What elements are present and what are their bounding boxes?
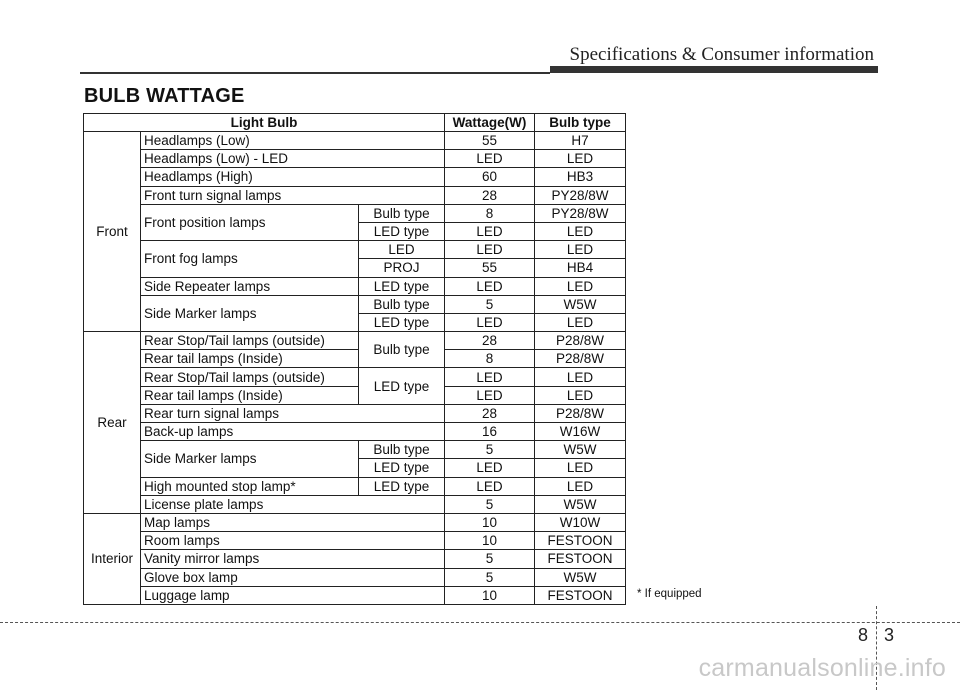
cell-wattage: 5 <box>445 568 535 586</box>
cell-lamp: Rear Stop/Tail lamps (outside) <box>141 332 359 350</box>
cell-wattage: LED <box>445 368 535 386</box>
footnote: * If equipped <box>637 588 702 600</box>
cell-wattage: 10 <box>445 513 535 531</box>
table-row <box>84 477 626 495</box>
cell-lamp: Rear Stop/Tail lamps (outside) <box>141 368 359 386</box>
cell-bulb-type: LED <box>535 222 626 240</box>
cell-bulb-type: PY28/8W <box>535 186 626 204</box>
cell-wattage: 28 <box>445 332 535 350</box>
header-rule-thin <box>80 72 550 74</box>
header-title: Specifications & Consumer information <box>569 44 874 65</box>
table-row <box>84 150 626 168</box>
table-row <box>84 513 626 531</box>
cell-lamp: Glove box lamp <box>141 568 445 586</box>
table-row <box>84 132 626 150</box>
group-interior: Interior <box>84 513 141 604</box>
cell-variant: Bulb type <box>359 295 445 313</box>
table-row <box>84 423 626 441</box>
cell-bulb-type: W5W <box>535 295 626 313</box>
table-row <box>84 332 626 350</box>
footer-dashed-line <box>0 622 960 623</box>
cell-lamp: License plate lamps <box>141 495 445 513</box>
cell-bulb-type: P28/8W <box>535 350 626 368</box>
cell-bulb-type: W5W <box>535 495 626 513</box>
cell-variant: LED <box>359 241 445 259</box>
table-row <box>84 404 626 422</box>
header-rule-thick <box>550 66 878 73</box>
cell-wattage: LED <box>445 222 535 240</box>
cell-bulb-type: LED <box>535 459 626 477</box>
cell-wattage: LED <box>445 386 535 404</box>
table-row <box>84 295 626 313</box>
cell-bulb-type: FESTOON <box>535 532 626 550</box>
cell-bulb-type: LED <box>535 368 626 386</box>
cell-wattage: 55 <box>445 132 535 150</box>
cell-lamp: Headlamps (Low) <box>141 132 445 150</box>
cell-wattage: 28 <box>445 186 535 204</box>
cell-wattage: 28 <box>445 404 535 422</box>
cell-bulb-type: H7 <box>535 132 626 150</box>
cell-wattage: LED <box>445 241 535 259</box>
cell-lamp: Front fog lamps <box>141 241 359 277</box>
cell-bulb-type: LED <box>535 150 626 168</box>
cell-wattage: 5 <box>445 495 535 513</box>
cell-wattage: 8 <box>445 350 535 368</box>
cell-bulb-type: W5W <box>535 441 626 459</box>
cell-bulb-type: W5W <box>535 568 626 586</box>
cell-bulb-type: FESTOON <box>535 550 626 568</box>
table-row <box>84 568 626 586</box>
page-number: 3 <box>884 625 895 645</box>
cell-variant: LED type <box>359 477 445 495</box>
cell-wattage: LED <box>445 277 535 295</box>
cell-lamp: Side Repeater lamps <box>141 277 359 295</box>
cell-wattage: 10 <box>445 586 535 604</box>
cell-lamp: Headlamps (High) <box>141 168 445 186</box>
chapter-number: 8 <box>858 625 869 645</box>
table-row <box>84 350 626 368</box>
cell-bulb-type: LED <box>535 241 626 259</box>
cell-bulb-type: FESTOON <box>535 586 626 604</box>
cell-variant: LED type <box>359 277 445 295</box>
table-row <box>84 241 626 259</box>
cell-wattage: 10 <box>445 532 535 550</box>
cell-lamp: Rear tail lamps (Inside) <box>141 350 359 368</box>
table-row <box>84 368 626 386</box>
bulb-wattage-table <box>83 113 626 605</box>
header-light-bulb: Light Bulb <box>84 114 445 132</box>
cell-bulb-type: W16W <box>535 423 626 441</box>
cell-variant: LED type <box>359 368 445 404</box>
cell-lamp: High mounted stop lamp* <box>141 477 359 495</box>
cell-wattage: 55 <box>445 259 535 277</box>
table-row <box>84 277 626 295</box>
cell-variant: LED type <box>359 459 445 477</box>
header-wattage: Wattage(W) <box>445 114 535 132</box>
group-front: Front <box>84 132 141 332</box>
cell-lamp: Headlamps (Low) - LED <box>141 150 445 168</box>
header-bulb-type: Bulb type <box>535 114 626 132</box>
cell-lamp: Side Marker lamps <box>141 295 359 331</box>
cell-lamp: Luggage lamp <box>141 586 445 604</box>
cell-lamp: Front turn signal lamps <box>141 186 445 204</box>
cell-bulb-type: LED <box>535 386 626 404</box>
cell-wattage: 16 <box>445 423 535 441</box>
table-row <box>84 168 626 186</box>
cell-bulb-type: P28/8W <box>535 332 626 350</box>
watermark: carmanualsonline.info <box>698 654 946 682</box>
cell-lamp: Front position lamps <box>141 204 359 240</box>
cell-lamp: Vanity mirror lamps <box>141 550 445 568</box>
cell-wattage: 5 <box>445 295 535 313</box>
table-row <box>84 532 626 550</box>
section-title: BULB WATTAGE <box>84 85 245 107</box>
table-row <box>84 204 626 222</box>
group-rear: Rear <box>84 332 141 514</box>
cell-lamp: Room lamps <box>141 532 445 550</box>
cell-lamp: Back-up lamps <box>141 423 445 441</box>
cell-bulb-type: P28/8W <box>535 404 626 422</box>
cell-bulb-type: LED <box>535 313 626 331</box>
cell-variant: Bulb type <box>359 332 445 368</box>
cell-lamp: Map lamps <box>141 513 445 531</box>
cell-variant: Bulb type <box>359 441 445 459</box>
table-row <box>84 441 626 459</box>
cell-lamp: Rear turn signal lamps <box>141 404 445 422</box>
cell-wattage: 5 <box>445 550 535 568</box>
cell-wattage: LED <box>445 477 535 495</box>
table-header-row <box>84 114 626 132</box>
cell-wattage: LED <box>445 459 535 477</box>
cell-wattage: 60 <box>445 168 535 186</box>
cell-wattage: 5 <box>445 441 535 459</box>
cell-lamp: Side Marker lamps <box>141 441 359 477</box>
table-row <box>84 495 626 513</box>
cell-bulb-type: PY28/8W <box>535 204 626 222</box>
cell-wattage: LED <box>445 150 535 168</box>
cell-bulb-type: HB3 <box>535 168 626 186</box>
cell-variant: LED type <box>359 313 445 331</box>
cell-variant: Bulb type <box>359 204 445 222</box>
table-row <box>84 550 626 568</box>
cell-variant: PROJ <box>359 259 445 277</box>
cell-wattage: LED <box>445 313 535 331</box>
cell-wattage: 8 <box>445 204 535 222</box>
table-row <box>84 186 626 204</box>
cell-bulb-type: W10W <box>535 513 626 531</box>
table-row <box>84 386 626 404</box>
cell-bulb-type: LED <box>535 277 626 295</box>
cell-bulb-type: LED <box>535 477 626 495</box>
table-row <box>84 586 626 604</box>
cell-lamp: Rear tail lamps (Inside) <box>141 386 359 404</box>
cell-variant: LED type <box>359 222 445 240</box>
cell-bulb-type: HB4 <box>535 259 626 277</box>
